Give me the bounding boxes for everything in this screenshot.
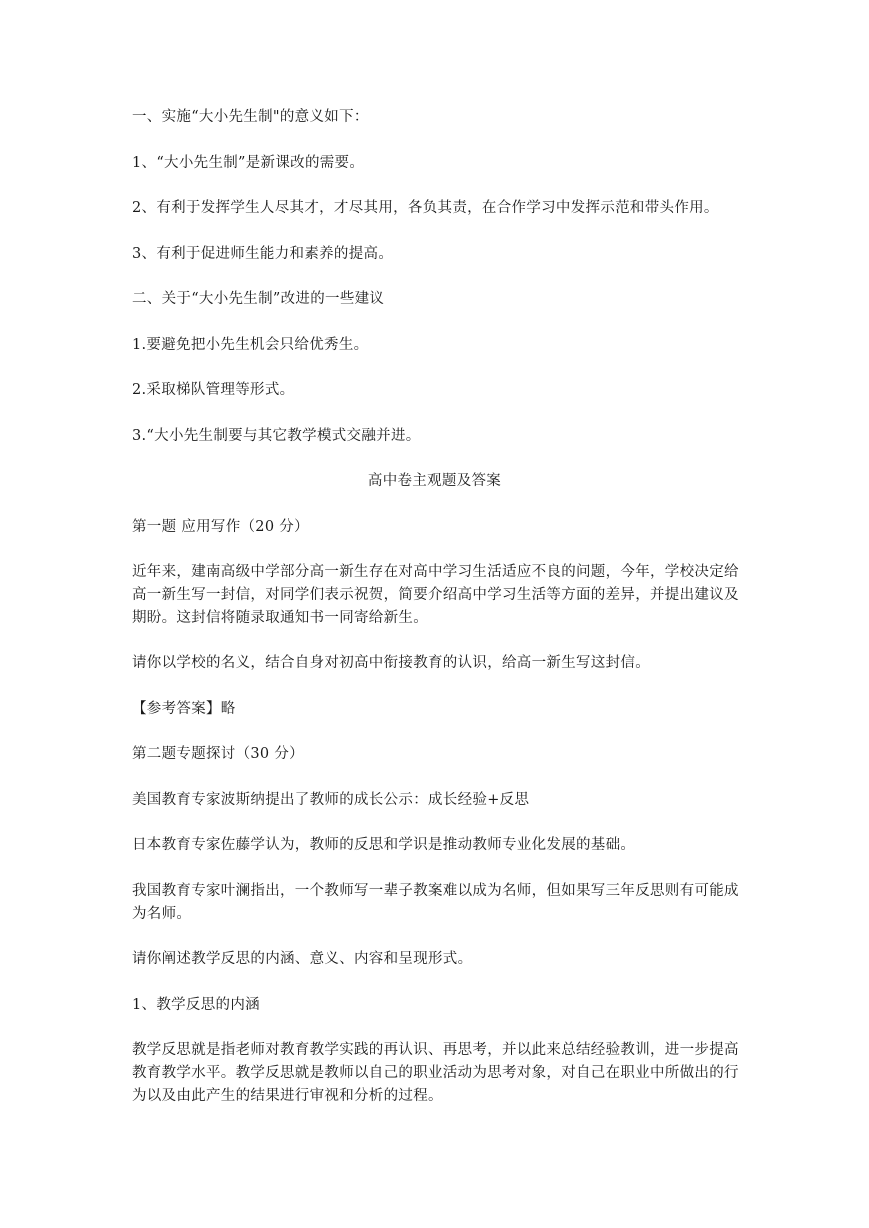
list-item-point-2: 2、有利于发挥学生人尽其才，才尽其用，各负其责，在合作学习中发挥示范和带头作用。 [132, 200, 719, 216]
quote-ye-lan: 我国教育专家叶澜指出，一个教师写一辈子教案难以成为名师，但如果写三年反思则有可能成为名师。 [132, 883, 739, 922]
section-title-high-school: 高中卷主观题及答案 [367, 473, 502, 489]
question-2-heading: 第二题专题探讨（30 分） [132, 746, 304, 762]
list-item-suggestion-1: 1.要避免把小先生机会只给优秀生。 [132, 337, 369, 353]
subheading-reflection-meaning: 1、教学反思的内涵 [132, 997, 260, 1013]
question-1-instruction: 请你以学校的名义，结合自身对初高中衔接教育的认识，给高一新生写这封信。 [132, 655, 650, 671]
question-1-answer: 【参考答案】略 [132, 701, 236, 717]
list-item-suggestion-2: 2.采取梯队管理等形式。 [132, 382, 295, 398]
list-item-point-1: 1、“大小先生制”是新课改的需要。 [132, 155, 365, 171]
section-heading-significance: 一、实施“大小先生制"的意义如下： [132, 109, 369, 125]
list-item-point-3: 3、有利于促进师生能力和素养的提高。 [132, 246, 394, 262]
reflection-meaning-body: 教学反思就是指老师对教育教学实践的再认识、再思考，并以此来总结经验教训，进一步提高教育教学水平。教学反思就是教师以自己的职业活动为思考对象，对自己在职业中所做出的行为以及由此产生的结果进行审视和分析的过程。 [132, 1042, 739, 1104]
question-1-body: 近年来，建南高级中学部分高一新生存在对高中学习生活适应不良的问题，今年，学校决定给高一新生写一封信，对同学们表示祝贺，简要介绍高中学习生活等方面的差异，并提出建议及期盼。这封信将随录取通知书一同寄给新生。 [132, 564, 739, 626]
quote-posner: 美国教育专家波斯纳提出了教师的成长公示：成长经验+反思 [132, 792, 530, 808]
question-2-instruction: 请你阐述教学反思的内涵、意义、内容和呈现形式。 [132, 951, 473, 967]
question-1-heading: 第一题 应用写作（20 分） [132, 519, 309, 535]
section-heading-suggestions: 二、关于“大小先生制”改进的一些建议 [132, 291, 385, 307]
list-item-suggestion-3: 3.“大小先生制要与其它教学模式交融并进。 [132, 428, 421, 444]
quote-sato: 日本教育专家佐藤学认为，教师的反思和学识是推动教师专业化发展的基础。 [132, 837, 636, 853]
